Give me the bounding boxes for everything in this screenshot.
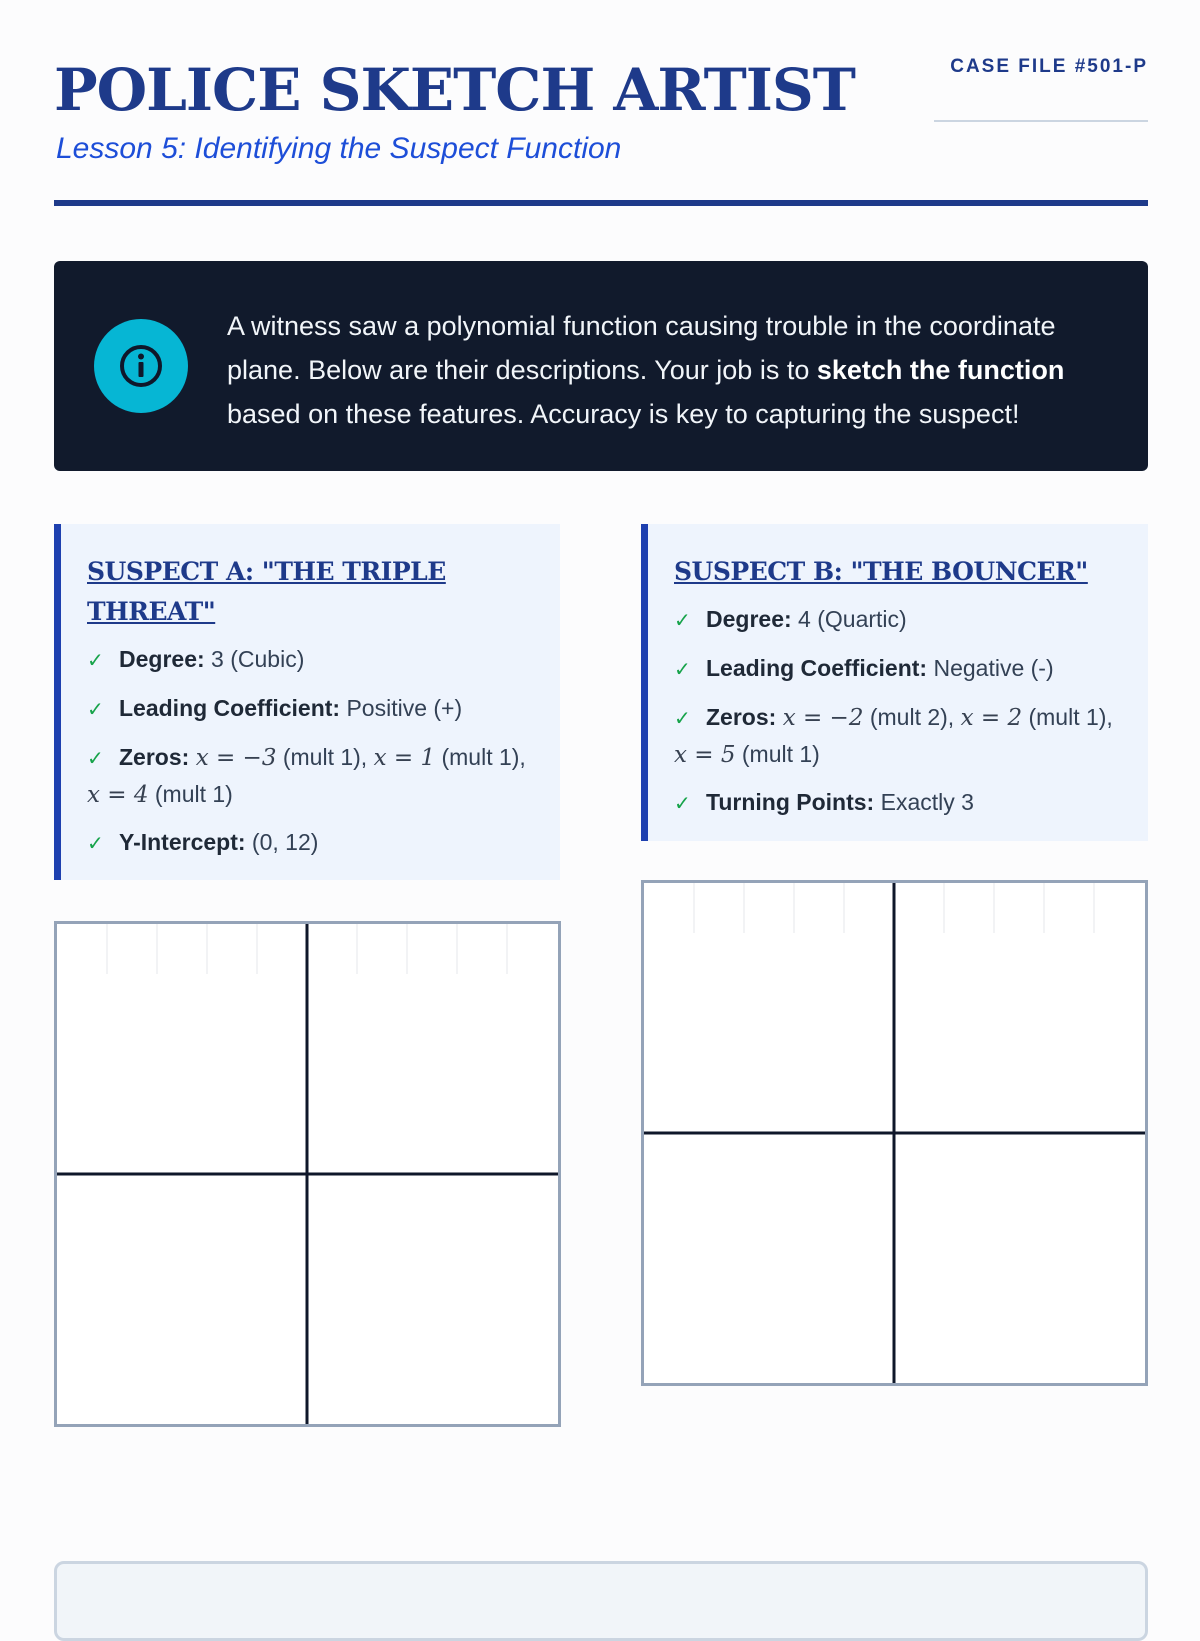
- sketch-grid-svg: [644, 883, 1145, 1383]
- info-icon: [94, 319, 188, 413]
- check-icon: ✓: [87, 833, 104, 855]
- header-divider: [54, 200, 1148, 206]
- list-item: ✓ Zeros: x = −2 (mult 2), x = 2 (mult 1), x = 5 (mult 1): [674, 704, 1113, 768]
- suspect-b-features: [674, 602, 1124, 822]
- page-header: [54, 50, 1148, 210]
- info-text: A witness saw a polynomial function causing trouble in the coordinate plane. Below are their descriptions. Your job is to sketch the function based on these features. Accuracy is key to capturing the suspect!: [227, 311, 1065, 429]
- check-icon: ✓: [674, 708, 691, 730]
- list-item: ✓ Turning Points: Exactly 3: [674, 785, 1124, 822]
- list-item: ✓ Leading Coefficient: Positive (+): [87, 691, 536, 728]
- lesson-subtitle: Lesson 5: Identifying the Suspect Function: [56, 132, 622, 165]
- info-emphasis: sketch the function: [816, 355, 1065, 385]
- suspect-b-sketch-grid[interactable]: [641, 880, 1148, 1386]
- suspect-b-title: SUSPECT B: "THE BOUNCER": [674, 557, 1088, 586]
- case-file-underline: [934, 120, 1148, 122]
- check-icon: ✓: [87, 748, 104, 770]
- check-icon: ✓: [87, 650, 104, 672]
- suspect-b-card: [641, 524, 1148, 841]
- list-item: ✓ Degree: 3 (Cubic): [87, 642, 536, 679]
- suspect-a-card: [54, 524, 560, 880]
- check-icon: ✓: [674, 610, 691, 632]
- info-callout: [54, 261, 1148, 471]
- next-section-panel: [54, 1561, 1148, 1641]
- check-icon: ✓: [674, 659, 691, 681]
- list-item: ✓ Degree: 4 (Quartic): [674, 602, 1124, 639]
- check-icon: ✓: [87, 699, 104, 721]
- check-icon: ✓: [674, 793, 691, 815]
- suspect-a-sketch-grid[interactable]: [54, 921, 561, 1427]
- list-item: ✓ Y-Intercept: (0, 12): [87, 825, 536, 862]
- suspect-a-features: [87, 642, 536, 862]
- page-title: POLICE SKETCH ARTIST: [54, 56, 855, 124]
- suspect-a-title: SUSPECT A: "THE TRIPLE THREAT": [87, 557, 446, 626]
- list-item: ✓ Zeros: x = −3 (mult 1), x = 1 (mult 1), x = 4 (mult 1): [87, 744, 526, 808]
- case-file-number: CASE FILE #501-P: [950, 56, 1148, 77]
- sketch-grid-svg: [57, 924, 558, 1424]
- list-item: ✓ Leading Coefficient: Negative (-): [674, 651, 1124, 688]
